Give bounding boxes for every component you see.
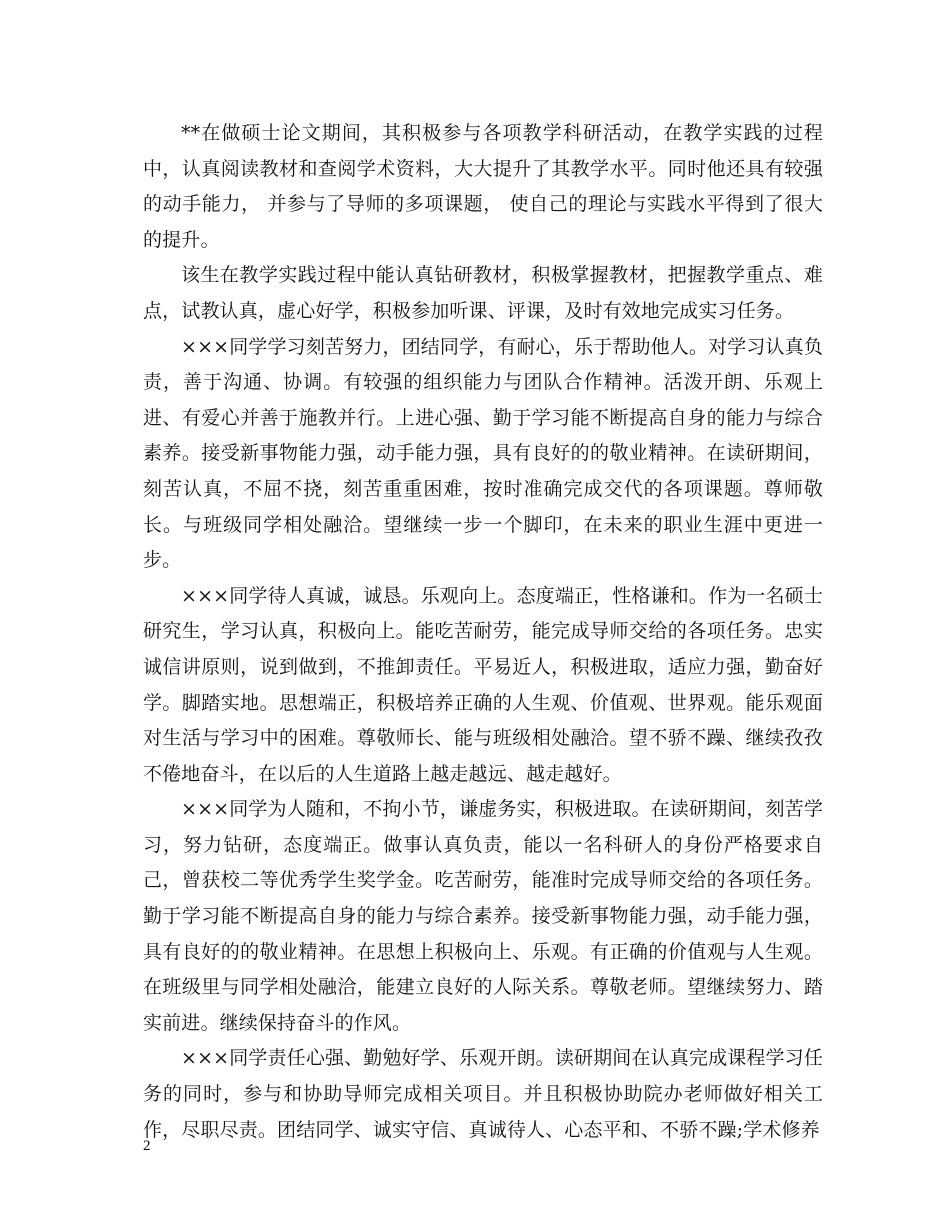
paragraph: ×××同学责任心强、勤勉好学、乐观开朗。读研期间在认真完成课程学习任务的同时，参与和协助导师完成相关项目。并且积极协助院办老师做好相关工作，尽职尽责。团结同学、诚实守信、真诚待人、心态平和、不骄不躁;学术修养 bbox=[143, 1047, 823, 1141]
body-text bbox=[143, 116, 823, 1148]
paragraph: ×××同学为人随和，不拘小节，谦虚务实，积极进取。在读研期间，刻苦学习，努力钻研，态度端正。做事认真负责，能以一名科研人的身份严格要求自己，曾获校二等优秀学生奖学金。吃苦耐劳，能准时完成导师交给的各项任务。勤于学习能不断提高自身的能力与综合素养。接受新事物能力强，动手能力强，具有良好的的敬业精神。在思想上积极向上、乐观。有正确的价值观与人生观。在班级里与同学相处融洽，能建立良好的人际关系。尊敬老师。望继续努力、踏实前进。继续保持奋斗的作风。 bbox=[143, 798, 823, 1034]
paragraph: 该生在教学实践过程中能认真钻研教材，积极掌握教材，把握教学重点、难点，试教认真，虚心好学，积极参加听课、评课，及时有效地完成实习任务。 bbox=[143, 264, 823, 322]
page-number: 2 bbox=[143, 1138, 151, 1154]
paragraph: ×××同学学习刻苦努力，团结同学，有耐心，乐于帮助他人。对学习认真负责，善于沟通、协调。有较强的组织能力与团队合作精神。活泼开朗、乐观上进、有爱心并善于施教并行。上进心强、勤于学习能不断提高自身的能力与综合素养。接受新事物能力强，动手能力强，具有良好的的敬业精神。在读研期间，刻苦认真，不屈不挠，刻苦重重困难，按时准确完成交代的各项课题。尊师敬长。与班级同学相处融洽。望继续一步一个脚印，在未来的职业生涯中更进一步。 bbox=[143, 335, 823, 572]
paragraph: **在做硕士论文期间，其积极参与各项教学科研活动，在教学实践的过程中，认真阅读教材和查阅学术资料，大大提升了其教学水平。同时他还具有较强的动手能力， 并参与了导师的多项课题， 使自己的理论与实践水平得到了很大的提升。 bbox=[143, 122, 823, 251]
paragraph: ×××同学待人真诚，诚恳。乐观向上。态度端正，性格谦和。作为一名硕士研究生，学习认真，积极向上。能吃苦耐劳，能完成导师交给的各项任务。忠实诚信讲原则，说到做到，不推卸责任。平易近人，积极进取，适应力强，勤奋好学。脚踏实地。思想端正，积极培养正确的人生观、价值观、世界观。能乐观面对生活与学习中的困难。尊敬师长、能与班级相处融洽。望不骄不躁、继续孜孜不倦地奋斗，在以后的人生道路上越走越远、越走越好。 bbox=[143, 584, 823, 785]
